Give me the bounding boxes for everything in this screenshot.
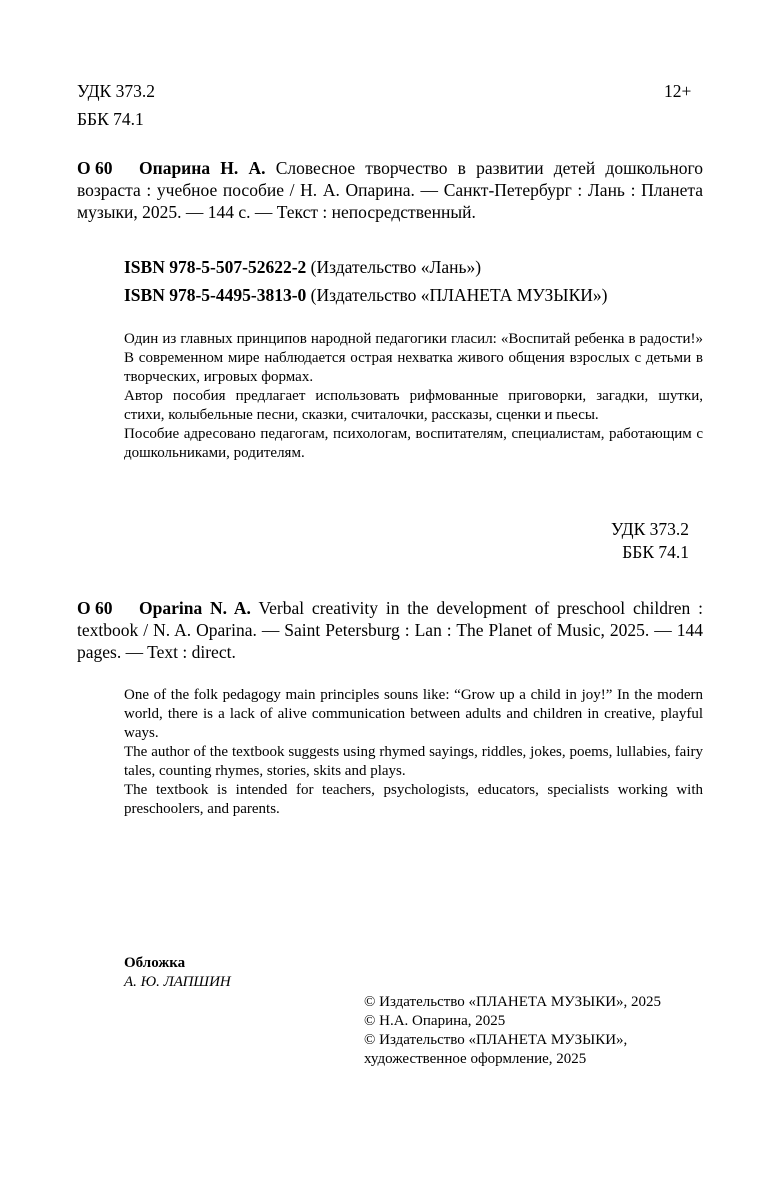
isbn-line-1 <box>124 256 481 278</box>
en-bibliographic-record <box>77 597 703 663</box>
bbk-header: ББК 74.1 <box>77 109 144 129</box>
en-abstract <box>124 686 703 819</box>
en-author-code: O 60 <box>77 598 113 618</box>
ru-bibliographic-record <box>77 157 703 223</box>
copyright-block <box>364 993 661 1069</box>
isbn-number-1: ISBN 978-5-507-52622-2 <box>124 257 307 277</box>
ru-abstract <box>124 330 703 463</box>
age-rating: 12+ <box>664 81 692 101</box>
en-abstract-paragraph: The textbook is intended for teachers, psychologists, educators, specialists working with preschoolers, and parents. <box>124 782 703 817</box>
copyright-line: художественное оформление, 2025 <box>364 1051 587 1067</box>
ru-abstract-paragraph: Один из главных принципов народной педагогики гласил: «Воспитай ребенка в радости!» В современном мире наблюдается острая нехватка живого общения взрослых с детьми в творческих, игровых формах. <box>124 331 703 385</box>
isbn-number-2: ISBN 978-5-4495-3813-0 <box>124 285 307 305</box>
en-author: Oparina N. A. <box>139 598 251 618</box>
udk-classification: УДК 373.2 <box>611 519 689 539</box>
en-abstract-paragraph: One of the folk pedagogy main principles souns like: “Grow up a child in joy!” In the modern world, there is a lack of alive communication between adults and children in creative, playful ways. <box>124 687 703 741</box>
bbk-classification: ББК 74.1 <box>622 542 689 562</box>
copyright-line: © Издательство «ПЛАНЕТА МУЗЫКИ», 2025 <box>364 994 662 1010</box>
copyright-line: © Н.А. Опарина, 2025 <box>364 1013 506 1029</box>
cover-artist: А. Ю. ЛАПШИН <box>124 974 231 990</box>
isbn-publisher-1: (Издательство «Лань») <box>310 257 482 277</box>
isbn-line-2 <box>124 284 607 306</box>
ru-author: Опарина Н. А. <box>139 158 266 178</box>
ru-author-code: О 60 <box>77 158 113 178</box>
udk-header: УДК 373.2 <box>77 81 155 101</box>
ru-abstract-paragraph: Автор пособия предлагает использовать рифмованные приговорки, загадки, шутки, стихи, колыбельные песни, сказки, считалочки, рассказы, сценки и пьесы. <box>124 388 703 423</box>
ru-record-text: Словесное творчество в развитии детей дошкольного возраста : учебное пособие / Н. А. Опарина. — Санкт-Петербург : Лань : Планета музыки, 2025. — 144 с. — Текст : непосредственный. <box>77 158 703 222</box>
copyright-line: © Издательство «ПЛАНЕТА МУЗЫКИ», <box>364 1032 628 1048</box>
en-abstract-paragraph: The author of the textbook suggests using rhymed sayings, riddles, jokes, poems, lullabies, fairy tales, counting rhymes, stories, skits and plays. <box>124 744 703 779</box>
ru-abstract-paragraph: Пособие адресовано педагогам, психологам, воспитателям, специалистам, работающим с дошкольниками, родителям. <box>124 426 703 461</box>
isbn-publisher-2: (Издательство «ПЛАНЕТА МУЗЫКИ») <box>310 285 608 305</box>
en-record-text: Verbal creativity in the development of preschool children : textbook / N. A. Oparina. — Saint Petersburg : Lan : The Planet of Music, 2025. — 144 pages. — Text : direct. <box>77 598 703 662</box>
cover-label: Обложка <box>124 955 186 971</box>
